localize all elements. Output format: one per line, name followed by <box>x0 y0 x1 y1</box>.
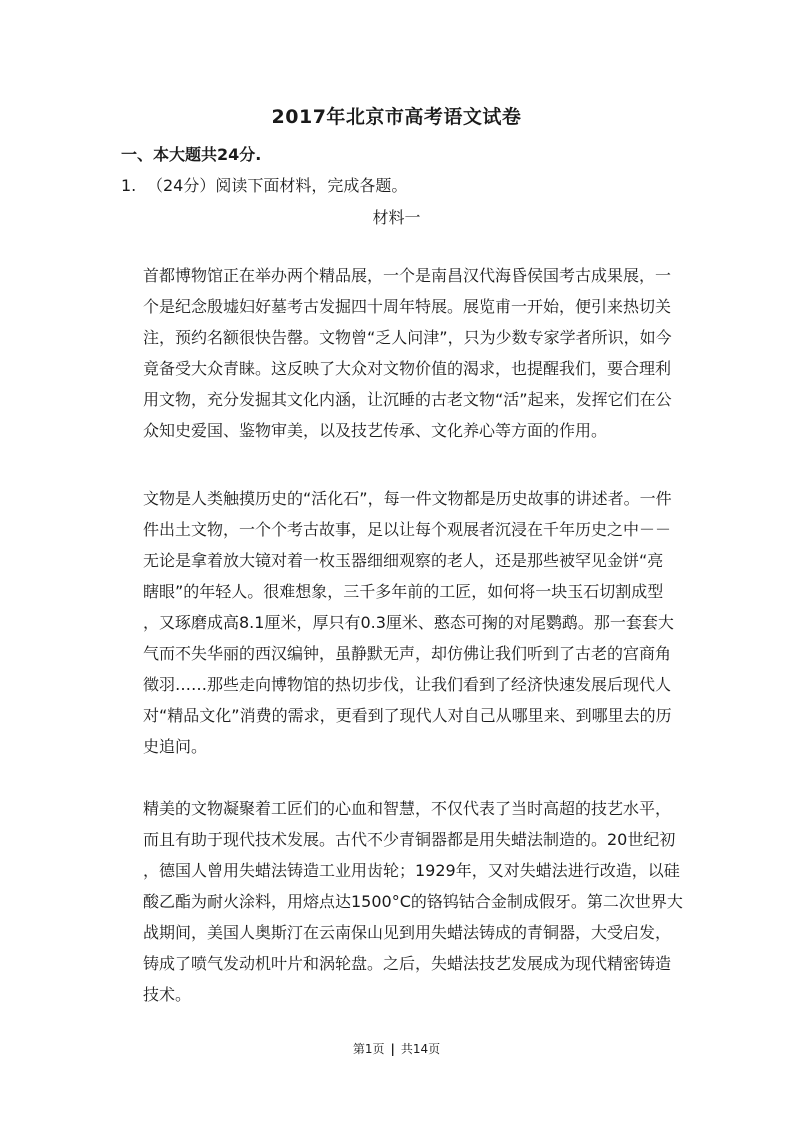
question-number: 1. <box>121 176 137 195</box>
paragraph-line: 无论是拿着放大镜对着一枚玉器细细观察的老人，还是那些被罕见金饼“亮 <box>143 551 664 570</box>
paragraph-line: 精美的文物凝聚着工匠们的心血和智慧，不仅代表了当时高超的技艺水平， <box>143 799 672 818</box>
page-footer <box>0 1040 793 1058</box>
paragraph-line: 徵羽……那些走向博物馆的热切步伐，让我们看到了经济快速发展后现代人 <box>143 675 672 694</box>
paragraph-line: 件出土文物，一个个考古故事，足以让每个观展者沉浸在千年历史之中－－ <box>143 520 672 539</box>
paragraph-line: 众知史爱国、鉴物审美，以及技艺传承、文化养心等方面的作用。 <box>143 421 608 440</box>
paragraph-2 <box>143 483 673 762</box>
paragraph-line: ，德国人曾用失蜡法铸造工业用齿轮；1929年，又对失蜡法进行改造，以硅 <box>143 861 680 880</box>
paragraph-line: 技术。 <box>143 985 192 1004</box>
paragraph-line: 战期间，美国人奥斯汀在云南保山见到用失蜡法铸成的青铜器，大受启发， <box>143 923 672 942</box>
document-title: 2017年北京市高考语文试卷 <box>271 106 522 128</box>
question-prompt <box>121 174 407 198</box>
paragraph-line: 而且有助于现代技术发展。古代不少青铜器都是用失蜡法制造的。20世纪初 <box>143 830 676 849</box>
paragraph-line: ，又琢磨成高8.1厘米，厚只有0.3厘米、憨态可掬的对尾鹦鹉。那一套套大 <box>143 613 674 632</box>
paragraph-line: 用文物，充分发掘其文化内涵，让沉睡的古老文物“活”起来，发挥它们在公 <box>143 390 672 409</box>
paragraph-line: 瞎眼”的年轻人。很难想象，三千多年前的工匠，如何将一块玉石切割成型 <box>143 582 664 601</box>
paragraph-1 <box>143 260 673 446</box>
total-pages: 共14页 <box>400 1042 441 1056</box>
paragraph-line: 文物是人类触摸历史的“活化石”，每一件文物都是历史故事的讲述者。一件 <box>143 489 672 508</box>
material-title: 材料一 <box>372 208 421 227</box>
paragraph-line: 个是纪念殷墟妇好墓考古发掘四十周年特展。展览甫一开始，便引来热切关 <box>143 297 672 316</box>
paragraph-line: 史追问。 <box>143 737 208 756</box>
paragraph-line: 注，预约名额很快告罄。文物曾“乏人问津”，只为少数专家学者所识，如今 <box>143 328 672 347</box>
paragraph-line: 气而不失华丽的西汉编钟，虽静默无声，却仿佛让我们听到了古老的宫商角 <box>143 644 672 663</box>
paragraph-line: 首都博物馆正在举办两个精品展，一个是南昌汉代海昏侯国考古成果展，一 <box>143 266 672 285</box>
footer-separator: | <box>390 1042 395 1056</box>
paragraph-3 <box>143 793 683 1010</box>
paragraph-line: 竟备受大众青睐。这反映了大众对文物价值的渴求，也提醒我们，要合理利 <box>143 359 672 378</box>
paragraph-line: 铸成了喷气发动机叶片和涡轮盘。之后，失蜡法技艺发展成为现代精密铸造 <box>143 954 672 973</box>
current-page: 第1页 <box>352 1042 385 1056</box>
question-text: （24分）阅读下面材料，完成各题。 <box>147 176 408 195</box>
paragraph-line: 酸乙酯为耐火涂料，用熔点达1500°C的铬钨钴合金制成假牙。第二次世界大 <box>143 892 683 911</box>
paragraph-line: 对“精品文化”消费的需求，更看到了现代人对自己从哪里来、到哪里去的历 <box>143 706 672 725</box>
section-heading: 一、本大题共24分. <box>121 145 262 164</box>
